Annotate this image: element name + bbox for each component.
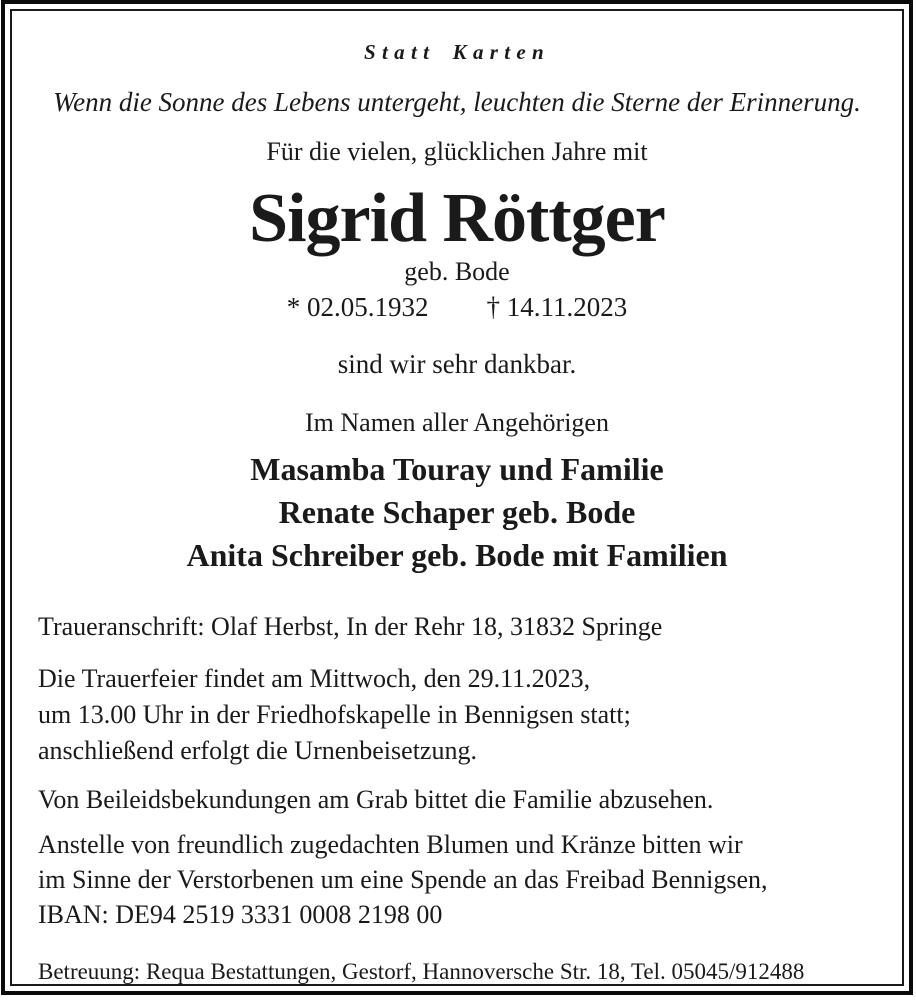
mourner-line: Renate Schaper geb. Bode <box>278 494 636 530</box>
life-dates <box>38 292 876 323</box>
service-line: Die Trauerfeier findet am Mittwoch, den 29.11.2023, <box>38 664 591 693</box>
intro-line: Für die vielen, glücklichen Jahre mit <box>266 137 648 166</box>
death-date: † 14.11.2023 <box>486 292 628 322</box>
thanks-line: sind wir sehr dankbar. <box>337 349 577 379</box>
donation-request <box>38 827 876 932</box>
mourning-address-line: Traueranschrift: Olaf Herbst, In der Rehr 18, 31832 Springe <box>38 612 663 641</box>
mourner-line: Masamba Touray und Familie <box>250 451 664 487</box>
funeral-home-line: Betreuung: Requa Bestattungen, Gestorf, Hannoversche Str. 18, Tel. 05045/912488 <box>38 959 805 984</box>
deceased-name: Sigrid Röttger <box>249 180 665 257</box>
epigraph-quote: Wenn die Sonne des Lebens untergeht, leuchten die Sterne der Erinnerung. <box>53 87 861 117</box>
outer-border <box>1 0 913 995</box>
service-line: um 13.00 Uhr in der Friedhofskapelle in Bennigsen statt; <box>38 700 631 729</box>
donation-line: Anstelle von freundlich zugedachten Blumen und Kränze bitten wir <box>38 830 743 859</box>
mourners-list <box>38 448 876 577</box>
service-line: anschließend erfolgt die Urnenbeisetzung. <box>38 736 477 765</box>
header-motto: Statt Karten <box>364 40 550 64</box>
condolence-note: Von Beileidsbekundungen am Grab bittet die Familie abzusehen. <box>38 785 714 814</box>
birth-date: * 02.05.1932 <box>286 292 429 322</box>
on-behalf-line: Im Namen aller Angehörigen <box>305 408 609 437</box>
maiden-name: geb. Bode <box>404 257 510 286</box>
inner-border <box>10 9 904 986</box>
service-details <box>38 661 876 769</box>
donation-line: im Sinne der Verstorbenen um eine Spende an das Freibad Bennigsen, <box>38 865 768 894</box>
donation-line iban-line: IBAN: DE94 2519 3331 0008 2198 00 <box>38 900 443 929</box>
mourner-line: Anita Schreiber geb. Bode mit Familien <box>186 537 728 573</box>
